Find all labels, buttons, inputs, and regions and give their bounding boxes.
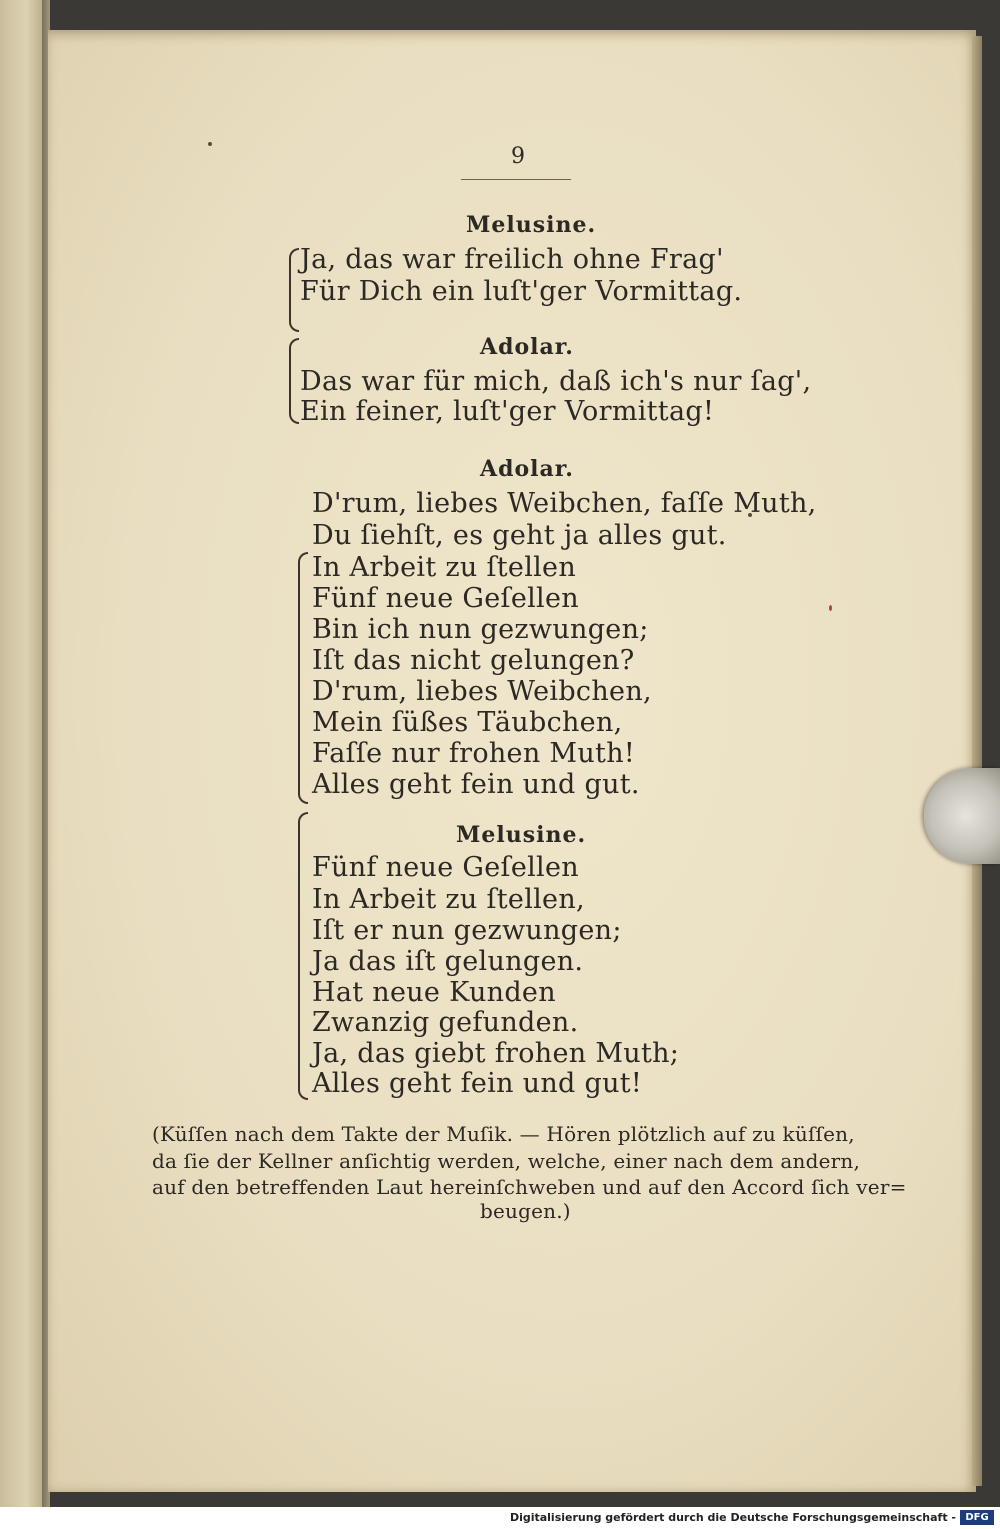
verse-line: Fünf neue Geſellen xyxy=(312,583,579,614)
verse-line: Alles geht fein und gut! xyxy=(312,1068,643,1099)
verse-line: Ja das iſt gelungen. xyxy=(312,946,584,977)
verse-line: Bin ich nun gezwungen; xyxy=(312,614,649,645)
verse-line: Ja, das war freilich ohne Frag' xyxy=(300,244,724,275)
verse-line: Alles geht fein und gut. xyxy=(312,769,640,800)
stage-direction-line: auf den betreffenden Laut hereinſchweben und auf den Accord ſich ver= xyxy=(152,1175,907,1199)
verse-line: Ja, das giebt frohen Muth; xyxy=(312,1038,680,1069)
verse-brace xyxy=(289,338,299,424)
speaker-name: Melusine. xyxy=(456,822,587,848)
verse-line: Hat neue Kunden xyxy=(312,977,556,1008)
verse-line: Du ſiehſt, es geht ja alles gut. xyxy=(312,520,727,551)
stage-direction-line: beugen.) xyxy=(480,1199,571,1223)
verse-line: Fünf neue Geſellen xyxy=(312,852,579,883)
verse-line: D'rum, liebes Weibchen, xyxy=(312,676,652,707)
foxing-spot xyxy=(829,605,832,611)
verse-line: D'rum, liebes Weibchen, faſſe Muth, xyxy=(312,488,817,519)
dfg-logo: DFG xyxy=(960,1510,994,1525)
verse-brace xyxy=(298,812,308,1100)
previous-page-edge xyxy=(0,0,44,1507)
speaker-name: Adolar. xyxy=(480,334,574,360)
verse-line: In Arbeit zu ſtellen xyxy=(312,552,577,583)
page-number-rule xyxy=(461,179,571,180)
verse-line: Zwanzig gefunden. xyxy=(312,1007,579,1038)
speaker-name: Adolar. xyxy=(480,456,574,482)
verse-line: Das war für mich, daß ich's nur ſag', xyxy=(300,366,812,397)
verse-line: In Arbeit zu ſtellen, xyxy=(312,884,585,915)
verse-brace xyxy=(289,248,299,332)
verse-line: Mein ſüßes Täubchen, xyxy=(312,707,623,738)
page-number: 9 xyxy=(511,144,525,169)
verse-brace xyxy=(298,552,308,804)
footer-credit: Digitalisierung gefördert durch die Deutsche Forschungsgemeinschaft - xyxy=(509,1511,956,1524)
verse-line: Ein feiner, luſt'ger Vormittag! xyxy=(300,396,715,427)
verse-line: Iſt das nicht gelungen? xyxy=(312,645,635,676)
foxing-spot xyxy=(208,142,212,146)
speaker-name: Melusine. xyxy=(466,212,597,238)
verse-line: Für Dich ein luſt'ger Vormittag. xyxy=(300,276,743,307)
page-edge xyxy=(972,36,982,1486)
stage-direction-line: (Küſſen nach dem Takte der Muſik. — Hören plötzlich auf zu küſſen, xyxy=(152,1122,855,1146)
verse-line: Iſt er nun gezwungen; xyxy=(312,915,622,946)
stage-direction-line: da ſie der Kellner anſichtig werden, welche, einer nach dem andern, xyxy=(152,1149,861,1173)
verse-line: Faſſe nur frohen Muth! xyxy=(312,738,636,769)
